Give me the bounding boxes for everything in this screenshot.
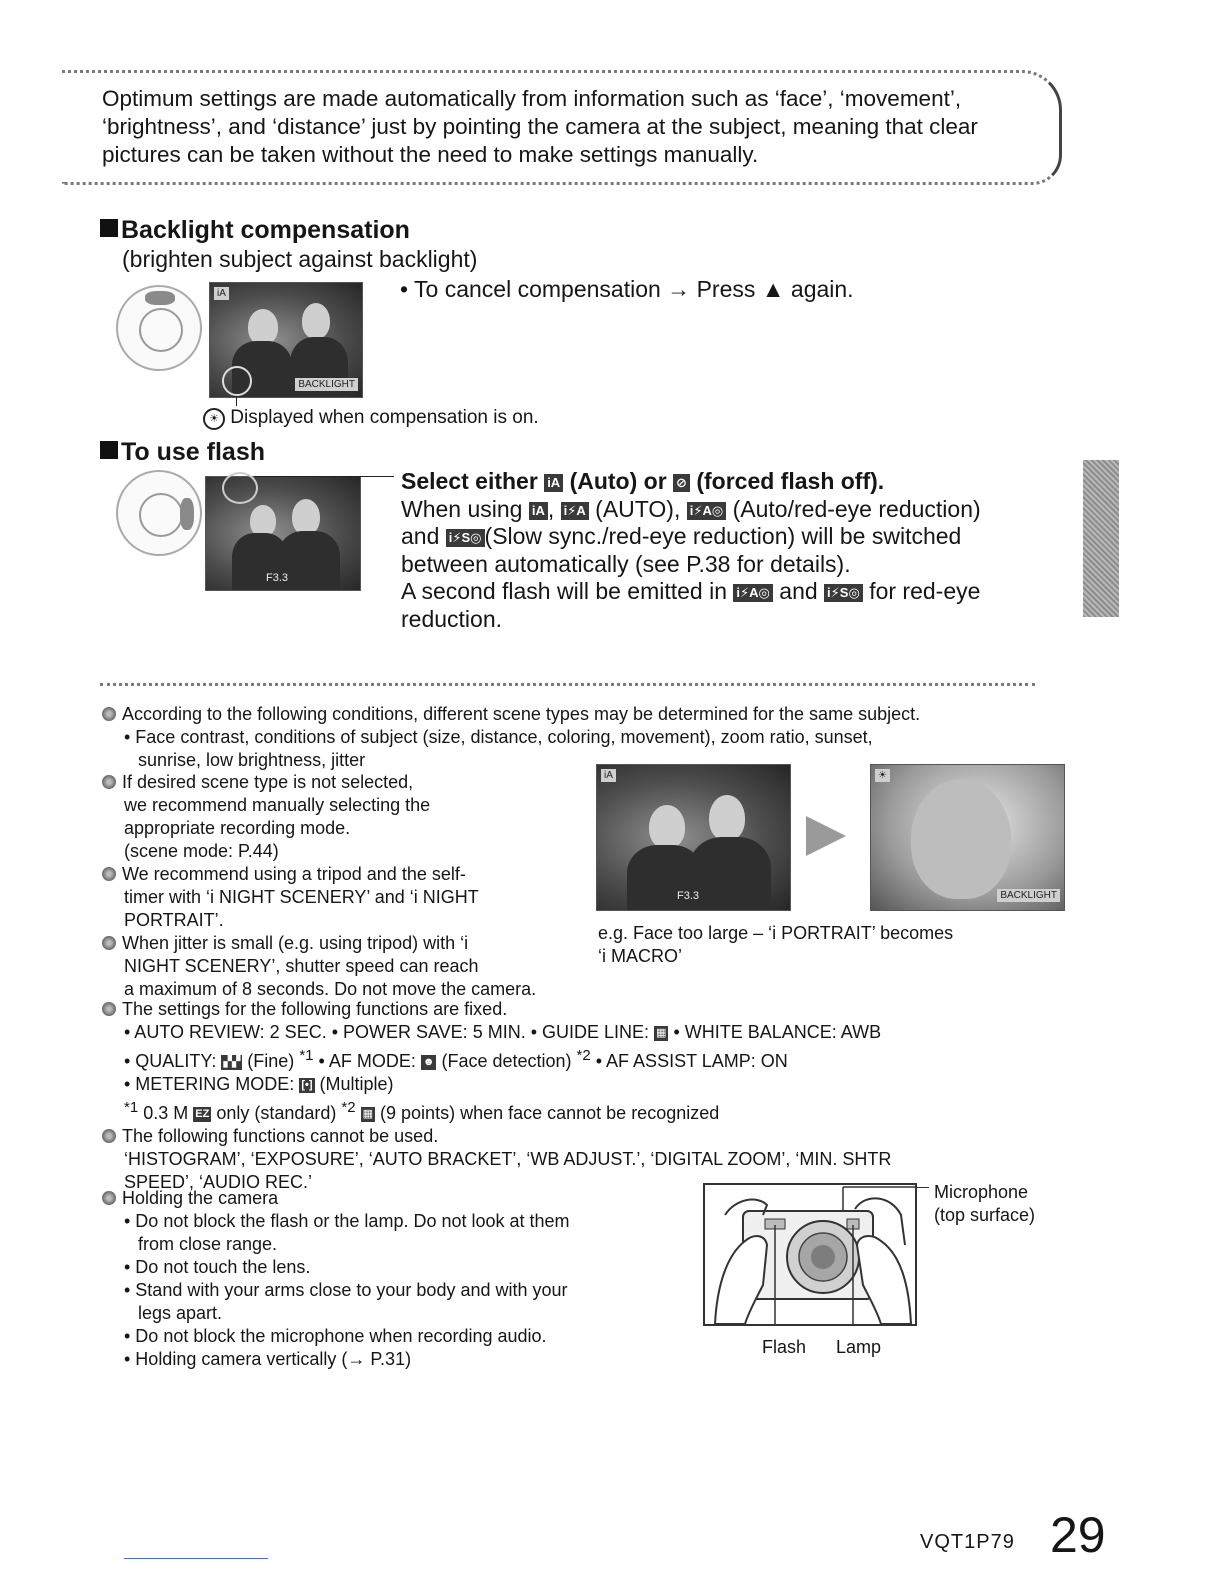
backlight-subheading: (brighten subject against backlight) (122, 246, 478, 272)
note-text: NIGHT SCENERY’, shutter speed can reach (124, 956, 479, 976)
flash-label: Flash (762, 1337, 807, 1357)
note-scene-not-selected (102, 771, 582, 978)
arrow-right-icon (806, 816, 846, 856)
lamp-label: Lamp (836, 1337, 882, 1357)
flash-text: When using (401, 495, 523, 522)
example-caption-line: e.g. Face too large – ‘i PORTRAIT’ becomes (598, 923, 954, 943)
note-text: • AF MODE: (318, 1051, 416, 1071)
callout-line (254, 476, 394, 477)
note-fixed-settings (102, 998, 1102, 1194)
backlight-heading (100, 216, 410, 245)
grid-icon: ▦ (656, 1027, 667, 1039)
aperture-readout: F3.3 (677, 890, 700, 902)
flash-second-line (401, 578, 1061, 606)
note-text: When jitter is small (e.g. using tripod) with ‘i (122, 933, 469, 953)
iso-flash-icon: i⚡S◎ (446, 529, 485, 547)
note-text: • QUALITY: (124, 1051, 217, 1071)
camera-holding-illustration (703, 1183, 917, 1326)
note-text: 0.3 M (143, 1103, 189, 1123)
note-text: from close range. (138, 1234, 278, 1254)
callout-line (917, 1187, 929, 1188)
flash-between-line: between automatically (see P.38 for details). (401, 550, 851, 577)
mode-icon: iA (214, 287, 229, 300)
microphone-label (934, 1181, 1035, 1227)
flash-text: and (401, 523, 440, 549)
note-text: appropriate recording mode. (124, 818, 351, 838)
intro-line: pictures can be taken without the need to make settings manually. (102, 142, 759, 167)
backlight-icon: ☀ (203, 408, 225, 430)
camera-drawing (705, 1185, 915, 1324)
note-text: The settings for the following functions are fixed. (122, 999, 508, 1019)
control-dial-icon (116, 470, 202, 556)
backlight-heading-text: Backlight compensation (121, 216, 410, 244)
flash-text: Select either (401, 468, 538, 494)
note-text: timer with ‘i NIGHT SCENERY’ and ‘i NIGHT (124, 887, 479, 907)
backlight-lcd-label: BACKLIGHT (997, 889, 1060, 902)
flash-text: for red-eye (869, 578, 981, 604)
note-text: ‘HISTOGRAM’, ‘EXPOSURE’, ‘AUTO BRACKET’, ‘WB ADJUST.’, ‘DIGITAL ZOOM’, ‘MIN. SHTR (124, 1149, 892, 1169)
iauto-flash-icon: i⚡A (561, 502, 589, 520)
footer-rule (124, 1558, 268, 1559)
iao-flash-icon: i⚡A◎ (733, 584, 772, 602)
section-divider (100, 683, 1035, 686)
example-lcd-after (870, 764, 1065, 911)
intro-line: Optimum settings are made automatically from information such as ‘face’, ‘movement’, (102, 86, 962, 111)
flash-when-line: When using iA , i⚡A (AUTO), i⚡A◎ (Auto/red-eye reduction) (401, 495, 981, 522)
highlight-circle (222, 472, 258, 504)
note-text: The following functions cannot be used. (122, 1126, 439, 1146)
note-text: • AUTO REVIEW: 2 SEC. • POWER SAVE: 5 MIN. • GUIDE LINE: (124, 1022, 650, 1042)
quality-fine-icon: ▞▞ (223, 1056, 241, 1068)
mode-icon: iA (601, 769, 616, 782)
note-text: (Multiple) (319, 1074, 394, 1094)
note-text: a maximum of 8 seconds. Do not move the camera. (124, 979, 537, 999)
chapter-tab (1083, 460, 1119, 617)
ia-icon: iA (544, 474, 563, 492)
ez-icon: EZ (195, 1108, 210, 1120)
backlight-caption-text: Displayed when compensation is on. (230, 407, 539, 428)
note-text: sunrise, low brightness, jitter (138, 750, 366, 770)
note-text: • AF ASSIST LAMP: ON (595, 1051, 788, 1071)
backlight-caption (203, 406, 539, 430)
note-bullet-icon (102, 1002, 116, 1016)
note-text: • Holding camera vertically (→ P.31) (124, 1349, 412, 1369)
flash-and-line (401, 523, 1061, 551)
iao-flash-icon: i⚡A◎ (687, 502, 726, 520)
example-lcd-before (596, 764, 791, 911)
note-text: • Stand with your arms close to your body and with your (124, 1280, 568, 1300)
nine-point-af-icon: ▦ (362, 1108, 374, 1120)
ia-icon: iA (529, 502, 548, 520)
footnote-mark: *2 (576, 1047, 591, 1064)
flash-heading-text: To use flash (121, 438, 266, 466)
flash-text: (forced flash off). (696, 468, 885, 494)
highlight-circle (222, 366, 252, 396)
flash-heading (100, 438, 265, 467)
note-bullet-icon (102, 775, 116, 789)
note-text: According to the following conditions, different scene types may be determined for the same subject. (122, 704, 921, 724)
microphone-label-text: Microphone (934, 1182, 1029, 1202)
square-bullet-icon (100, 441, 118, 459)
footnote-mark: *2 (341, 1099, 356, 1116)
metering-multiple-icon: [•] (301, 1079, 313, 1091)
note-text: (Face detection) (441, 1051, 572, 1071)
note-text: • WHITE BALANCE: AWB (673, 1022, 882, 1042)
flash-text: A second flash will be emitted in (401, 578, 728, 604)
note-text: only (standard) (216, 1103, 337, 1123)
note-text: we recommend manually selecting the (124, 795, 431, 815)
note-text: PORTRAIT’. (124, 910, 224, 930)
note-holding-camera (102, 1187, 672, 1371)
cancel-compensation-text: • To cancel compensation → Press ▲ again. (400, 276, 854, 302)
backlight-lcd-label: BACKLIGHT (295, 378, 358, 391)
note-text: We recommend using a tripod and the self- (122, 864, 466, 884)
note-text: (9 points) when face cannot be recognized (380, 1103, 720, 1123)
square-bullet-icon (100, 219, 118, 237)
microphone-label-sub: (top surface) (934, 1205, 1036, 1225)
note-text: • Face contrast, conditions of subject (size, distance, coloring, movement), zoom ratio, sunset, (124, 727, 873, 747)
note-bullet-icon (102, 936, 116, 950)
flash-off-icon: ⊘ (673, 474, 690, 492)
note-text: • Do not block the flash or the lamp. Do not look at them (124, 1211, 570, 1231)
note-text: • METERING MODE: (124, 1074, 295, 1094)
note-bullet-icon (102, 1191, 116, 1205)
flash-select-line (401, 468, 1061, 496)
page-number: 29 (1050, 1507, 1106, 1563)
note-text: • Do not block the microphone when recording audio. (124, 1326, 547, 1346)
note-text: legs apart. (138, 1303, 223, 1323)
document-code: VQT1P79 (920, 1531, 1015, 1553)
example-caption-line: ‘i MACRO’ (598, 946, 682, 966)
note-bullet-icon (102, 1129, 116, 1143)
footnote-mark: *1 (299, 1047, 314, 1064)
flash-text: (Auto/red-eye reduction) (732, 495, 981, 522)
callout-line (236, 396, 237, 406)
flash-text: (Slow sync./red-eye reduction) will be switched (484, 523, 962, 549)
note-text: • Do not touch the lens. (124, 1257, 311, 1277)
note-text: Holding the camera (122, 1188, 279, 1208)
control-dial-icon (116, 285, 202, 371)
note-bullet-icon (102, 707, 116, 721)
note-text: If desired scene type is not selected, (122, 772, 414, 792)
aperture-readout: F3.3 (266, 572, 289, 584)
note-bullet-icon (102, 867, 116, 881)
iso-flash-icon: i⚡S◎ (824, 584, 863, 602)
flash-text: and (779, 578, 818, 604)
flash-instructions (401, 468, 1061, 633)
note-text: SPEED’, ‘AUDIO REC.’ (124, 1172, 313, 1192)
flash-reduction-line: reduction. (401, 605, 503, 632)
note-scene-types (102, 703, 1072, 772)
intro-line: ‘brightness’, and ‘distance’ just by pointing the camera at the subject, meaning that clear (102, 114, 978, 139)
footnote-mark: *1 (124, 1099, 139, 1116)
note-text: (scene mode: P.44) (124, 841, 279, 861)
note-text: (Fine) (247, 1051, 295, 1071)
face-detection-icon: ☻ (422, 1056, 435, 1068)
flash-text: (AUTO), (595, 495, 681, 522)
mode-icon: ☀ (875, 769, 890, 782)
flash-text: (Auto) or (569, 468, 667, 494)
intro-text (102, 85, 1052, 169)
example-caption (598, 922, 953, 968)
